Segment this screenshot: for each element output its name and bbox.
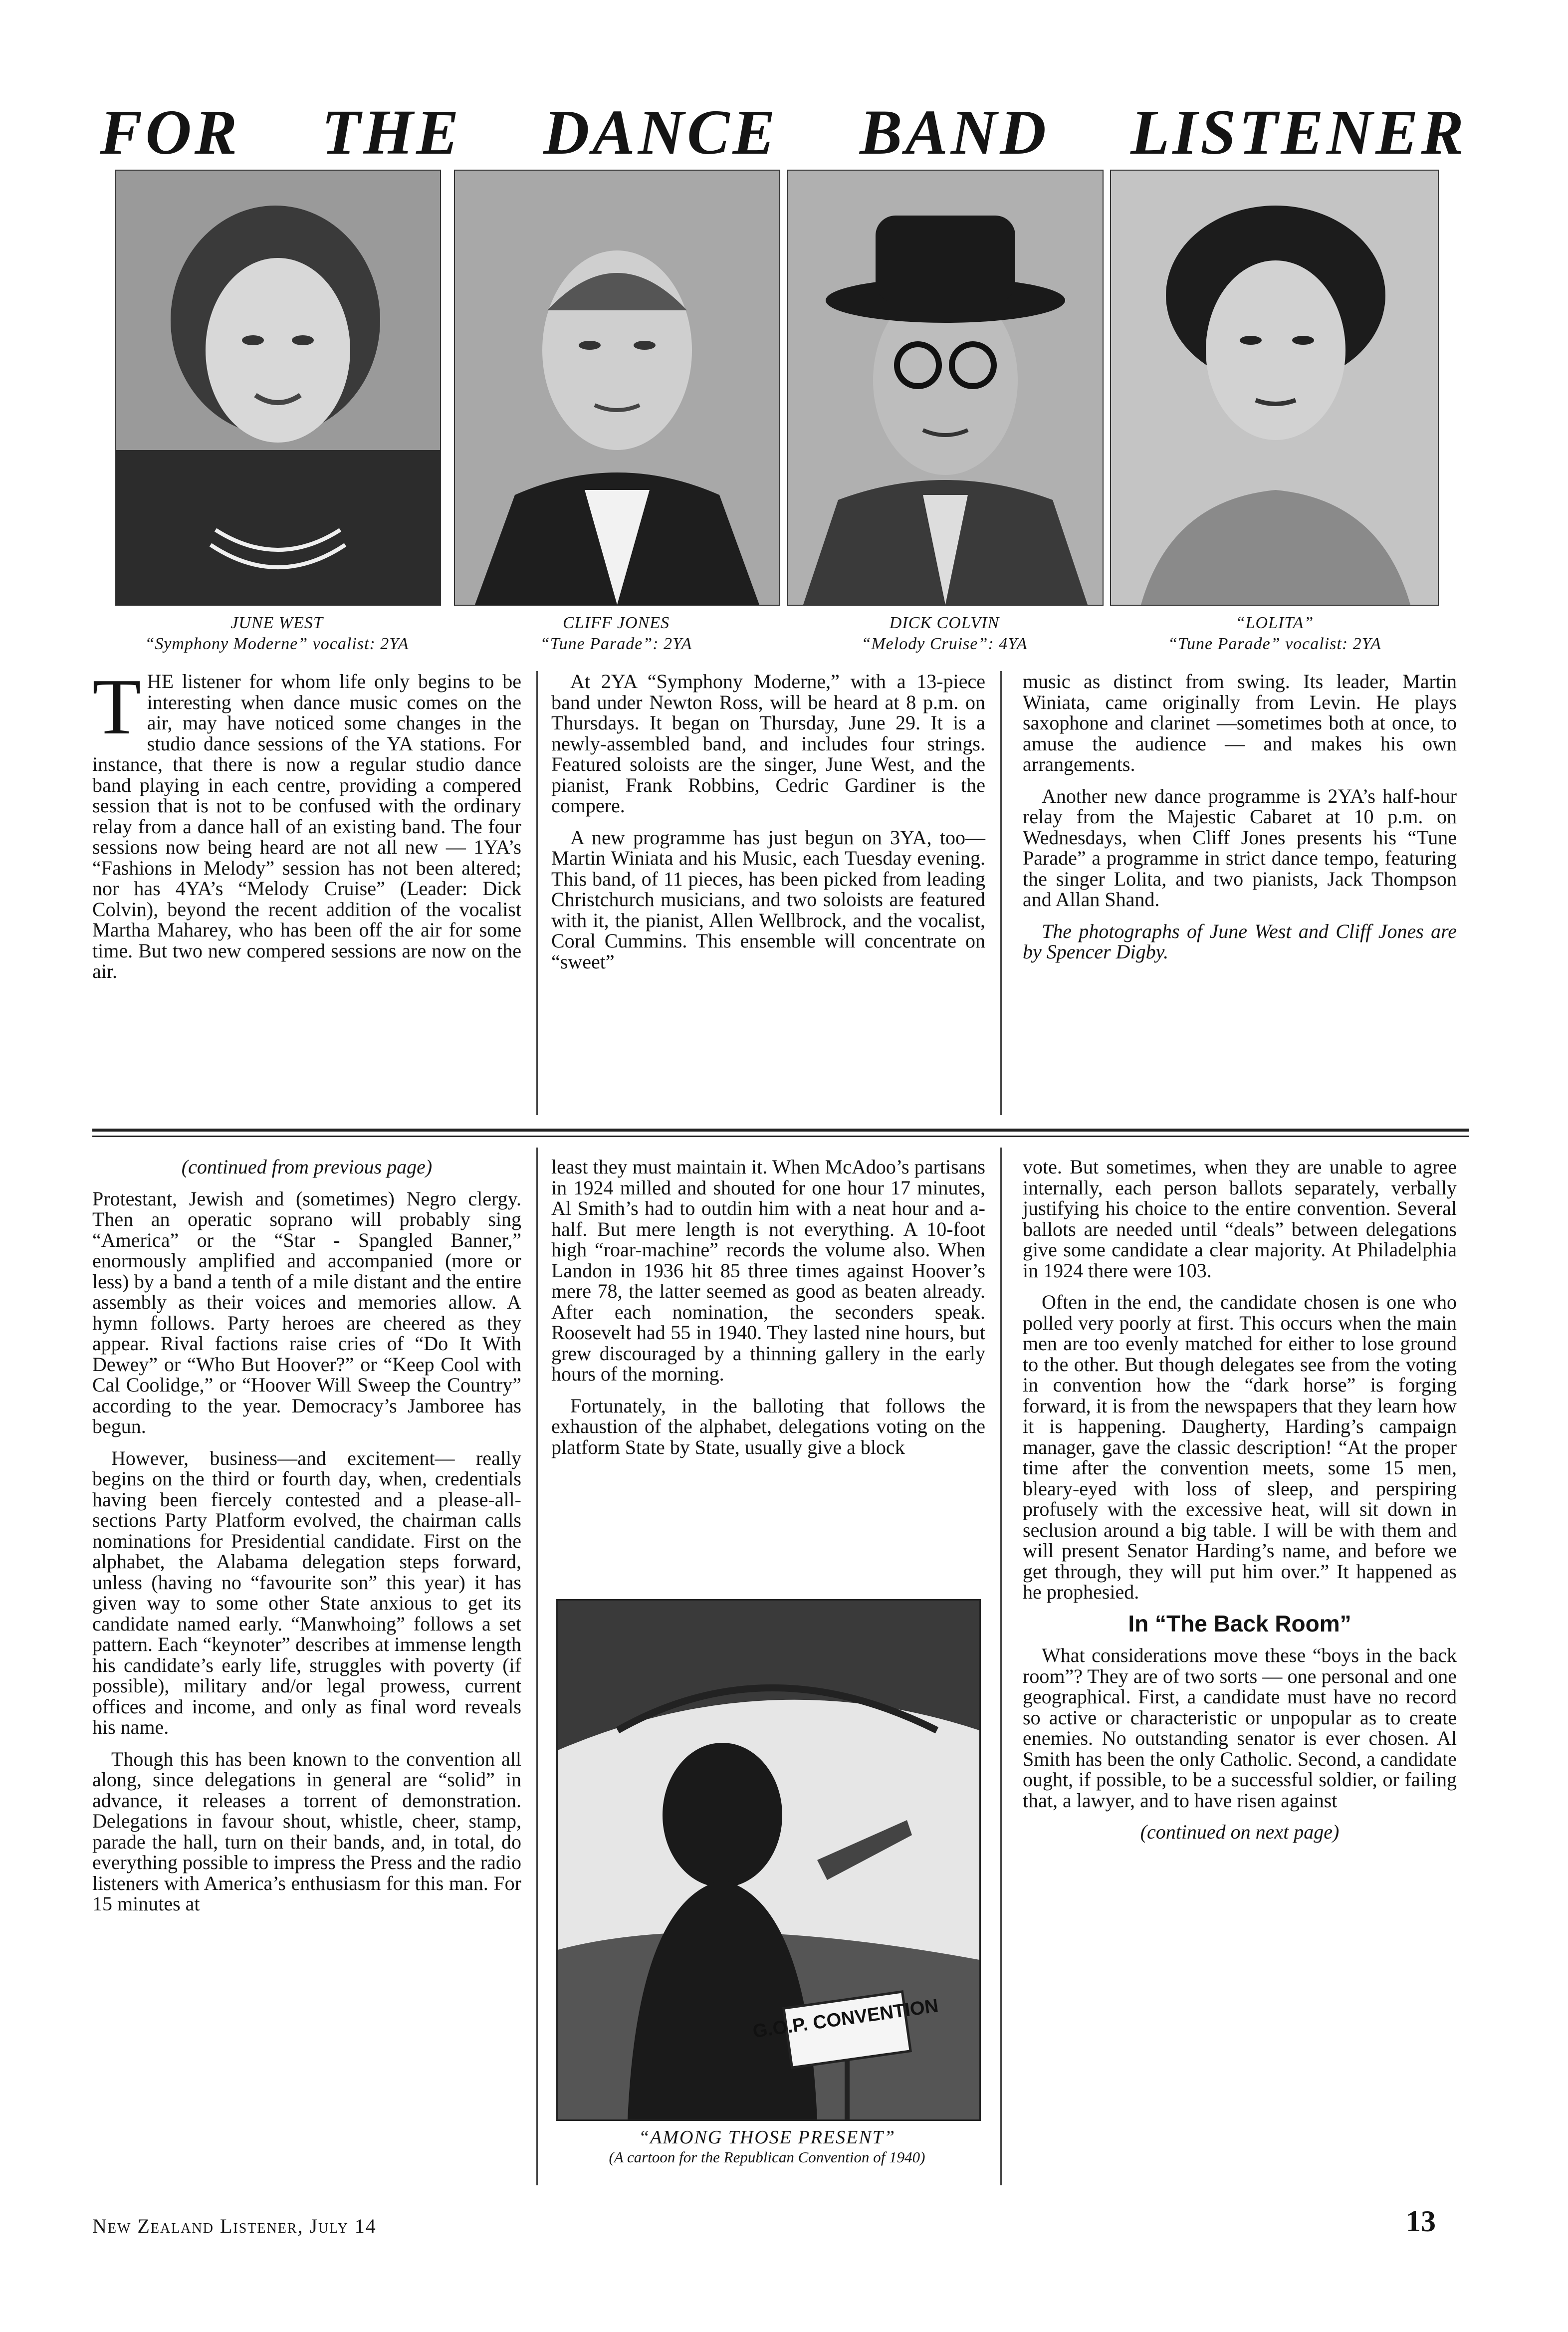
cartoon-subtitle: (A cartoon for the Republican Convention of 1940) [609, 2148, 925, 2166]
paragraph-text: HE listener for whom life only begins to be interesting when dance music comes on the air, may have noticed some changes in the studio dance sessions of the YA stations. For instance, that there is now a regular studio dance band playing in each centre, providing a compered session that is not to be confused with the ordinary relay from a dance hall of an existing band. The four sessions now being heard are not all new — 1YA’s “Fashions in Melody” session has not been altered; nor has 4YA’s “Melody Cruise” (Leader: Dick Colvin), beyond the recent addition of the vocalist Martha Maharey, who has been off the air for some time. But two new compered sessions are now on the air. [92, 670, 521, 982]
caption-name: DICK COLVIN [889, 614, 1000, 632]
paragraph: Fortunately, in the balloting that follows the exhaustion of the alphabet, delegations voting on the platform State by State, usually give a block [551, 1394, 985, 1458]
caption-role: “Melody Cruise”: 4YA [861, 635, 1028, 653]
photo-dick-colvin [787, 170, 1104, 606]
caption-role: “Symphony Moderne” vocalist: 2YA [145, 635, 409, 653]
subheading: In “The Back Room” [1128, 1610, 1351, 1636]
article2-column-2 [551, 1118, 985, 1468]
caption-name: CLIFF JONES [562, 614, 670, 632]
photo-lolita [1110, 170, 1439, 606]
caption-lolita [1093, 613, 1457, 655]
article2-column-1 [92, 1157, 521, 1925]
cartoon-icon [558, 1601, 979, 2119]
headline-word: BAND [860, 97, 1049, 168]
article1-column-1 [92, 662, 521, 993]
column-divider [1000, 1148, 1002, 2185]
article1-column-2 [551, 671, 985, 983]
paragraph: Though this has been known to the convention all along, since delegations in general are “solid” in advance, it releases a torrent of demonstration. Delegations in favour shout, whistle, cheer, stamp, parade the hall, turn on their bands, and, in total, do everything possible to impress the Press and the radio listeners with America’s enthusiasm for this man. For 15 minutes at [92, 1747, 521, 1915]
paragraph: Protestant, Jewish and (sometimes) Negro clergy. Then an operatic soprano will probably sing “America” or the “Star - Spangled Banner,” enormously amplified and accompanied (more or less) by a band a tenth of a mile distant and the entire assembly as their voices and memories allow. A hymn follows. Party heroes are cheered as they appear. Rival factions raise cries of “Do It With Dewey” or “Who But Hoover?” or “Keep Cool with Cal Coolidge,” or “Hoover Will Sweep the Country” according to the year. Democracy’s Jamboree has begun. [92, 1187, 521, 1437]
photo-june-west [115, 170, 441, 606]
headline [100, 97, 1467, 167]
caption-cliff-jones [466, 613, 766, 655]
photo-credit: The photographs of June West and Cliff Jones are by Spencer Digby. [1023, 920, 1457, 963]
woman-portrait-icon [116, 171, 440, 605]
cartoon-sign: G.O.P. CONVENTION [751, 1995, 940, 2043]
caption-dick-colvin [795, 613, 1094, 655]
caption-name: “LOLITA” [1235, 614, 1314, 632]
paragraph: Another new dance programme is 2YA’s half-hour relay from the Majestic Cabaret at 10 p.m. on Wednesdays, when Cliff Jones presents his “Tune Parade” a programme in strict dance tempo, featuring the singer Lolita, and two pianists, Jack Thompson and Allan Shand. [1023, 784, 1457, 911]
cartoon-caption [539, 2126, 995, 2166]
paragraph: What considerations move these “boys in the back room”? They are of two sorts — one personal and one geographical. First, a candidate must have no record so active or characteristic or unpopular as to create enemies. No outstanding senator is ever chosen. Al Smith has been the only Catholic. Second, a candidate ought, if possible, to be a successful soldier, or failing that, a lawyer, and to have risen against [1023, 1644, 1457, 1812]
headline-word: FOR [100, 97, 240, 168]
caption-role: “Tune Parade” vocalist: 2YA [1168, 635, 1381, 653]
column-divider [1000, 671, 1002, 1115]
headline-word: THE [321, 97, 462, 168]
headline-word: DANCE [543, 97, 778, 168]
headline-word: LISTENER [1130, 97, 1467, 168]
continued-from-label: (continued from previous page) [181, 1156, 433, 1178]
paragraph: music as distinct from swing. Its leader, Martin Winiata, came originally from Levin. He plays saxophone and clarinet —sometimes both at once, to amuse the audience — and makes his own arrangements. [1023, 670, 1457, 775]
paragraph: At 2YA “Symphony Moderne,” with a 13-piece band under Newton Ross, will be heard at 8 p.m. on Thursdays. It began on Thursday, June 29. It is a newly-assembled band, and includes four strings. Featured soloists are the singer, June West, and the pianist, Frank Robbins, Cedric Gardiner is the compere. [551, 670, 985, 817]
article1-column-3 [1023, 671, 1457, 973]
caption-role: “Tune Parade”: 2YA [540, 635, 692, 653]
cartoon-illustration [556, 1599, 981, 2121]
paragraph: However, business—and excitement— really begins on the third or fourth day, when, credentials having been fiercely contested and a please-all-sections Party Platform evolved, the chairman calls nominations for Presidential candidate. First on the alphabet, the Alabama delegation steps forward, unless (having no “favourite son” this year) it has given way to some other State anxious to get its candidate named early. “Manwhoing” follows a set pattern. Each “keynoter” describes at immense length his candidate’s early life, struggles with poverty (if possible), military and/or legal prowess, current offices and income, and only as final word reveals his name. [92, 1446, 521, 1738]
article1-col1-paragraph [92, 662, 521, 982]
page-number: 13 [1406, 2205, 1436, 2238]
column-divider [536, 671, 538, 1115]
continued-next-label: (continued on next page) [1140, 1821, 1340, 1843]
drop-cap: T [92, 662, 141, 751]
paragraph: Often in the end, the candidate chosen is one who polled very poorly at first. This occurs when the main men are too evenly matched for either to lose ground to the other. But though delegates see from the voting in convention how the “dark horse” is forging forward, it is from the newspapers that they learn how it is happening. Daugherty, Harding’s campaign manager, gave the classic description! “At the proper time after the convention meets, some 15 men, bleary-eyed with loss of sleep, and perspiring profusely with the excessive heat, will sit down in seclusion around a big table. I will be with them and will present Senator Harding’s name, and before we get through, they will put him over.” It happened as he prophesied. [1023, 1291, 1457, 1603]
caption-june-west [90, 613, 464, 655]
footer-publication: New Zealand Listener, July 14 [92, 2215, 377, 2237]
caption-name: JUNE WEST [230, 614, 323, 632]
paragraph: least they must maintain it. When McAdoo’s partisans in 1924 milled and shouted for one hour 17 minutes, Al Smith’s had to outdin him with a neat hour and a-half. But mere length is not everything. A 10-foot high “roar-machine” records the volume also. When Landon in 1936 hit 85 three times against Hoover’s mere 78, the latter seemed as good as beaten already. After each nomination, the seconders speak. Roosevelt had 55 in 1940. They lasted nine hours, but grew discouraged by a thinning gallery in the early hours of the morning. [551, 1156, 985, 1385]
column-divider [536, 1148, 538, 2185]
woman-portrait-icon [1111, 171, 1438, 605]
photo-cliff-jones [454, 170, 780, 606]
paragraph: A new programme has just begun on 3YA, too—Martin Winiata and his Music, each Tuesday evening. This band, of 11 pieces, has been picked from leading Christchurch musicians, and two soloists are featured with it, the pianist, Allen Wellbrock, and the vocalist, Coral Cummins. This ensemble will concentrate on “sweet” [551, 826, 985, 973]
man-hat-portrait-icon [788, 171, 1103, 605]
paragraph: vote. But sometimes, when they are unable to agree internally, each person ballots separately, verbally justifying his choice to the entire convention. Several ballots are needed until “deals” between delegations give some candidate a clear majority. At Philadelphia in 1924 there were 103. [1023, 1156, 1457, 1282]
article2-column-3 [1023, 1157, 1457, 1854]
cartoon-title: “AMONG THOSE PRESENT” [639, 2127, 896, 2148]
man-portrait-icon [455, 171, 779, 605]
